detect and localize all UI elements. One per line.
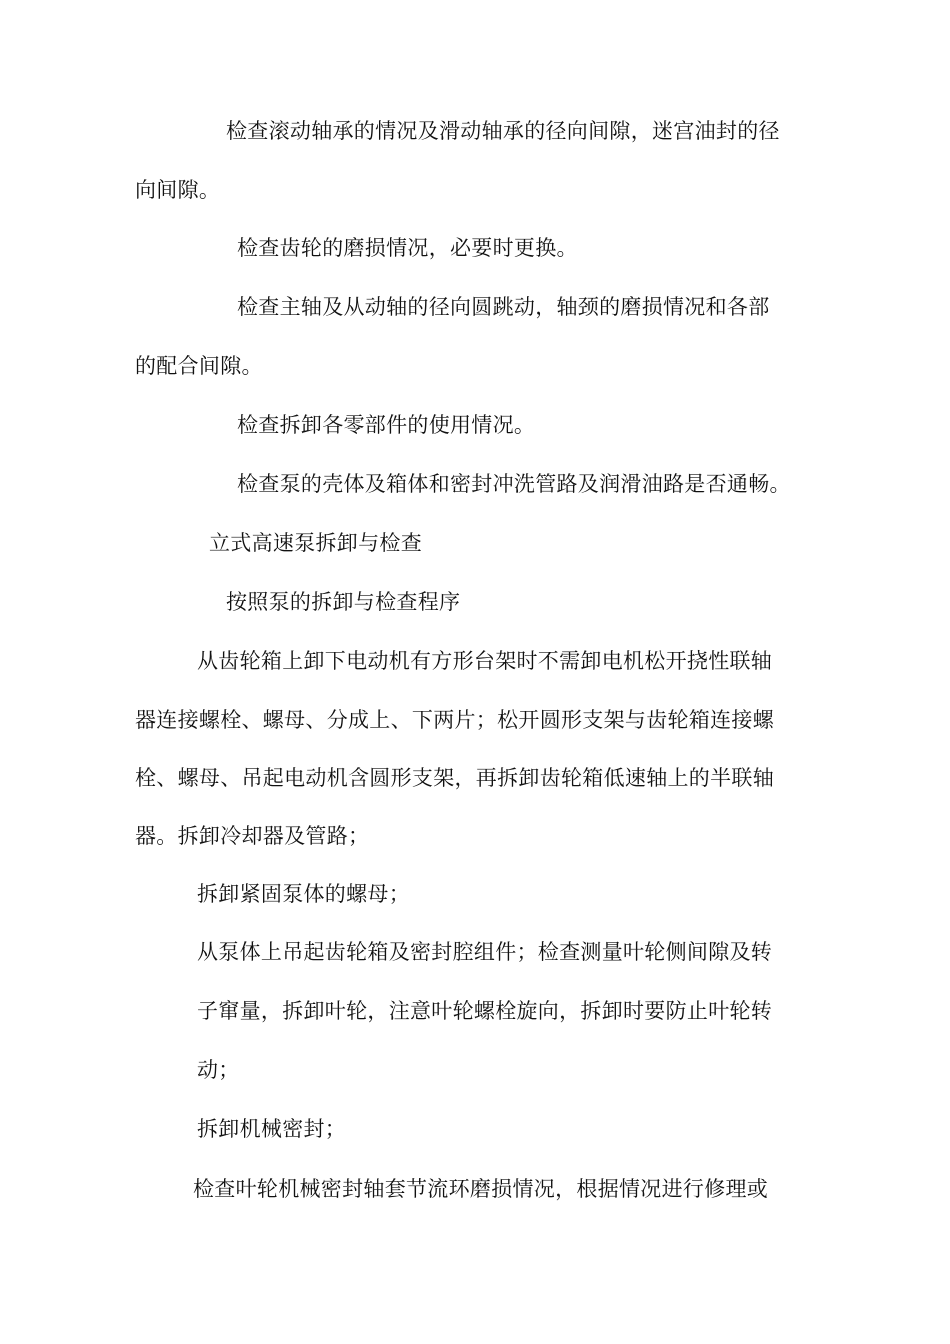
paragraph-line: 器。拆卸冷却器及管路； [135, 824, 370, 848]
paragraph-line: 检查滚动轴承的情况及滑动轴承的径向间隙，迷宫油封的径 [226, 119, 780, 143]
paragraph-line: 从齿轮箱上卸下电动机有方形台架时不需卸电机松开挠性联轴 [197, 649, 773, 673]
paragraph-line: 检查拆卸各零部件的使用情况。 [237, 413, 536, 437]
paragraph-line: 检查主轴及从动轴的径向圆跳动，轴颈的磨损情况和各部 [237, 295, 770, 319]
paragraph-line: 从泵体上吊起齿轮箱及密封腔组件；检查测量叶轮侧间隙及转 [197, 940, 773, 964]
paragraph-line: 动； [197, 1058, 240, 1082]
paragraph-line: 向间隙。 [135, 178, 221, 202]
paragraph-line: 的配合间隙。 [135, 354, 263, 378]
paragraph-line: 拆卸紧固泵体的螺母； [197, 882, 410, 906]
paragraph-line: 拆卸机械密封； [197, 1117, 347, 1141]
paragraph-line: 器连接螺栓、螺母、分成上、下两片；松开圆形支架与齿轮箱连接螺 [135, 708, 774, 732]
paragraph-line: 检查齿轮的磨损情况，必要时更换。 [237, 236, 578, 260]
section-heading: 立式高速泵拆卸与检查 [209, 531, 422, 555]
paragraph-line: 按照泵的拆卸与检查程序 [226, 590, 461, 614]
paragraph-line: 检查泵的壳体及箱体和密封冲洗管路及润滑油路是否通畅。 [237, 472, 791, 496]
paragraph-line: 子窜量，拆卸叶轮，注意叶轮螺栓旋向，拆卸时要防止叶轮转 [197, 999, 773, 1023]
paragraph-line: 栓、螺母、吊起电动机含圆形支架，再拆卸齿轮箱低速轴上的半联轴 [135, 766, 774, 790]
paragraph-line: 检查叶轮机械密封轴套节流环磨损情况，根据情况进行修理或 [193, 1177, 769, 1201]
